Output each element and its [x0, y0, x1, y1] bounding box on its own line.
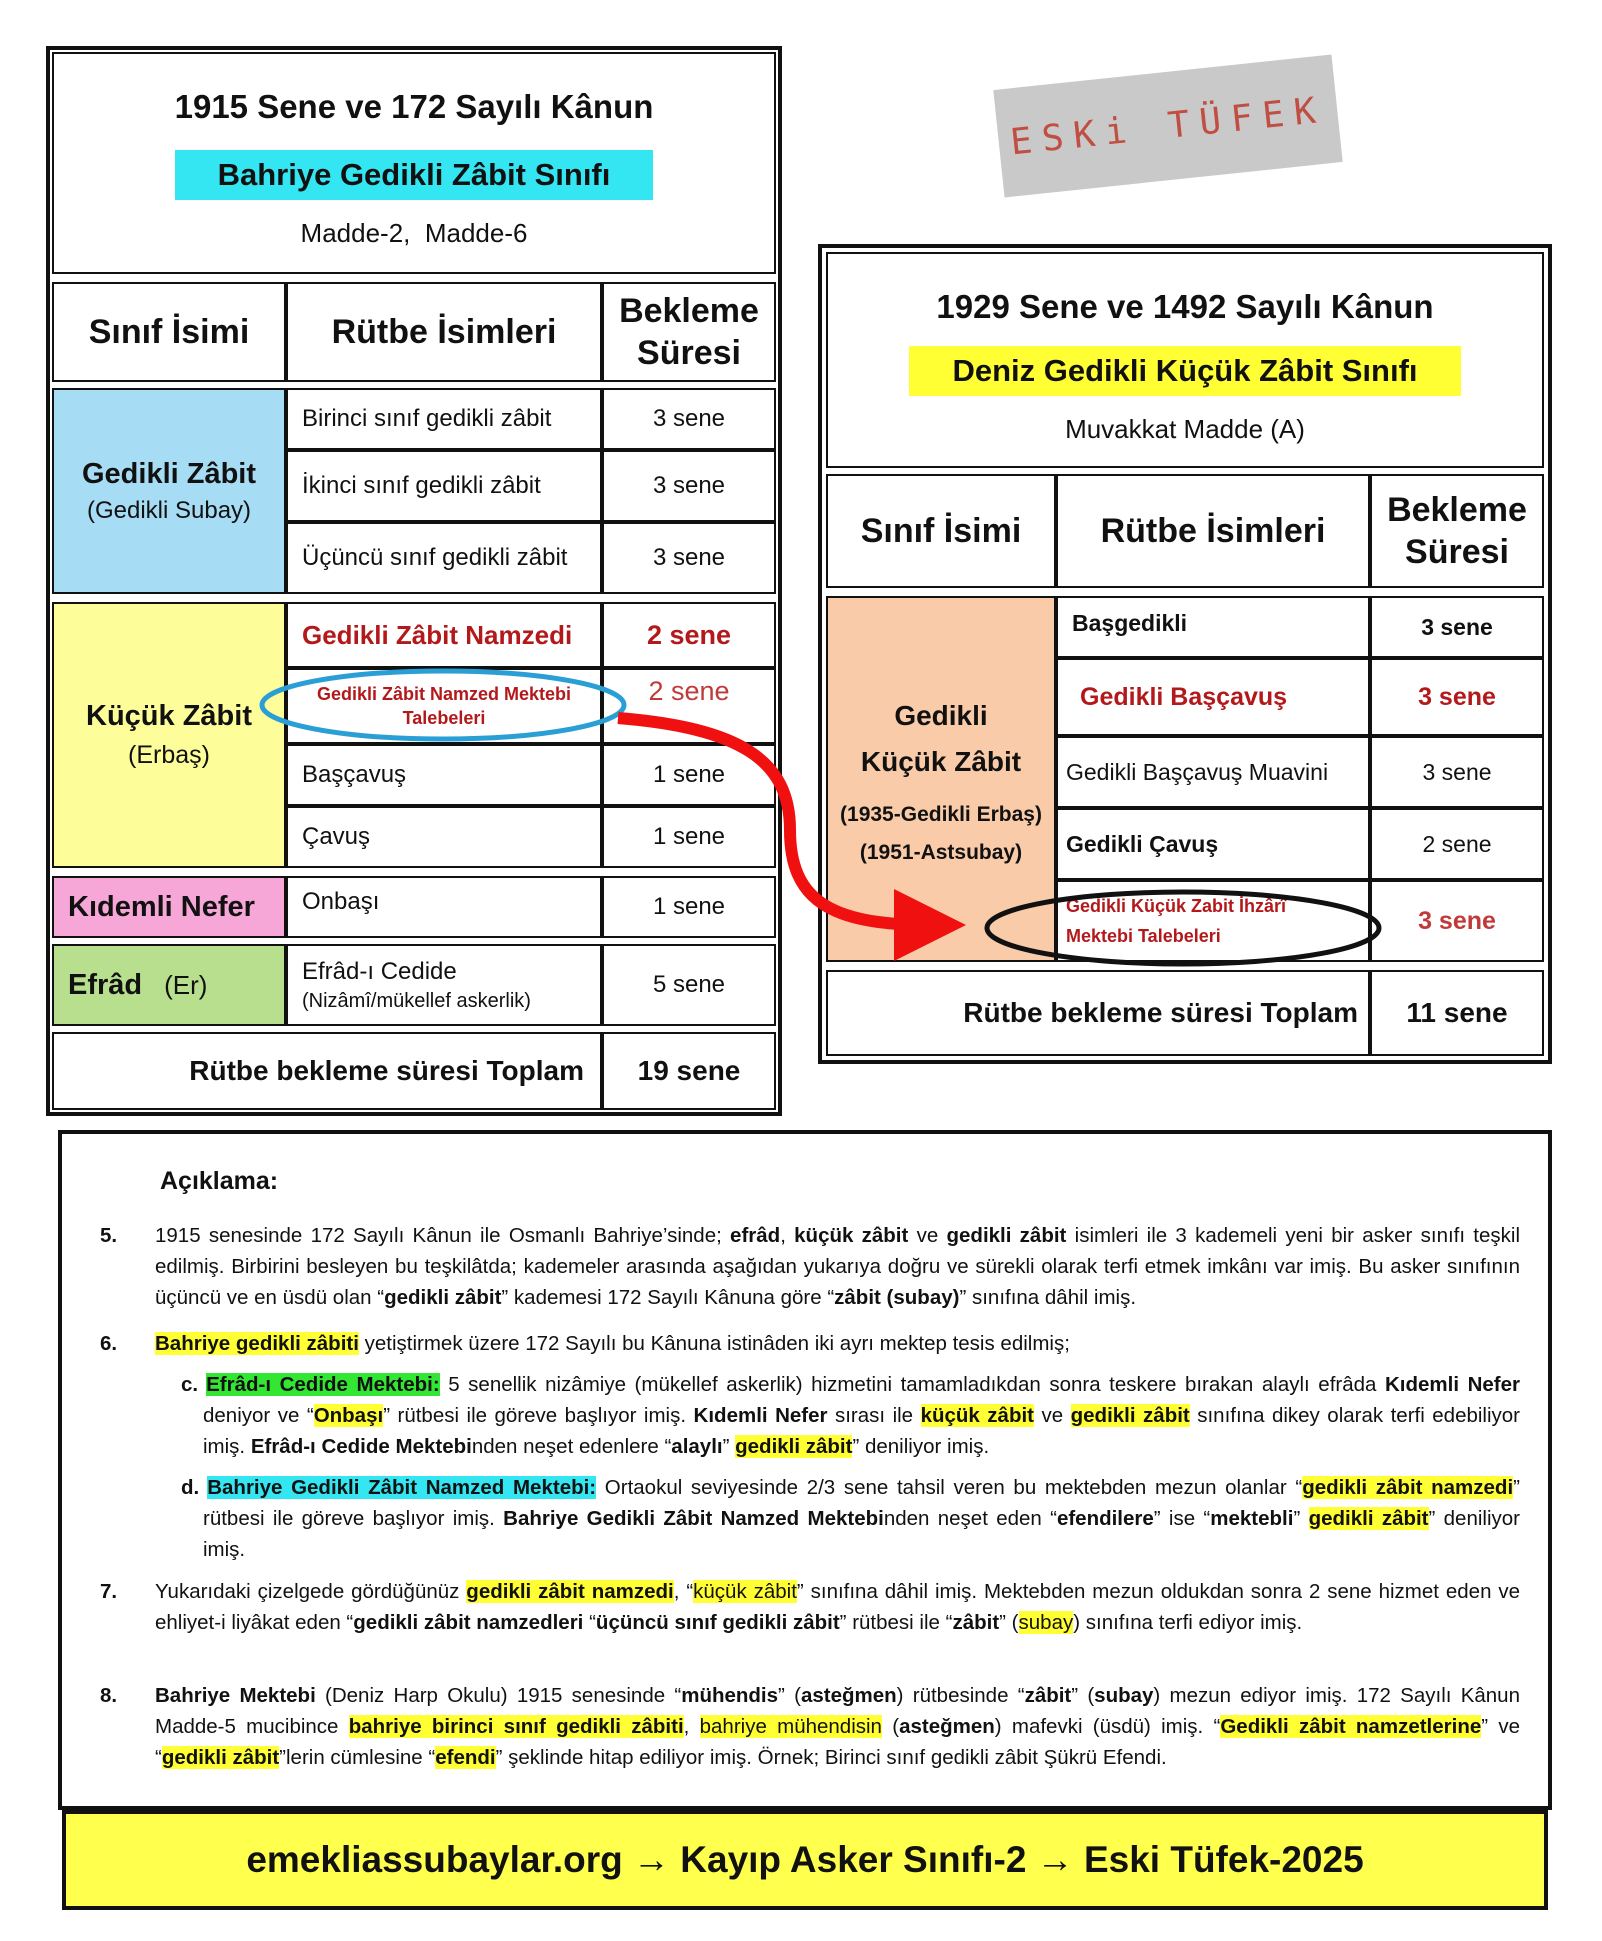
left-table-subtitle: Bahriye Gedikli Zâbit Sınıfı [175, 150, 653, 200]
right-rank-2: Gedikli Başçavuş [1056, 658, 1370, 736]
right-header-class: Sınıf İsimi [826, 474, 1056, 588]
paragraph-7: 7. Yukarıdaki çizelgede gördüğünüz gedikli zâbit namzedi, “küçük zâbit” sınıfına dâhil imiş. Mektebden mezun oldukdan sonra 2 sene hizmet eden ve ehliyet-i liyâkat eden “gedikli zâbit namzedleri “üçüncü sınıf gedikli zâbit” rütbesi ile “zâbit” (subay) sınıfına terfi ediyor imiş. [100, 1580, 1521, 1634]
red-arrow [618, 718, 930, 925]
left-table-title: 1915 Sene ve 172 Sayılı Kânun [174, 88, 654, 125]
left-wait-1: 3 sene [602, 388, 776, 450]
right-wait-1: 3 sene [1370, 596, 1544, 658]
paragraph-6: 6. Bahriye gedikli zâbiti yetiştirmek üzere 172 Sayılı bu Kânuna istinâden iki ayrı mektep tesis edilmiş; [100, 1332, 1070, 1355]
left-rank-7: Çavuş [286, 806, 602, 868]
left-wait-3: 3 sene [602, 522, 776, 594]
right-wait-2: 3 sene [1370, 658, 1544, 736]
left-header-wait: Bekleme Süresi [602, 282, 776, 382]
right-header-wait: Bekleme Süresi [1370, 474, 1544, 588]
left-wait-2: 3 sene [602, 450, 776, 522]
left-header-class: Sınıf İsimi [52, 282, 286, 382]
left-wait-4: 2 sene [602, 602, 776, 668]
right-rank-5: Gedikli Küçük Zabit İhzârî Mektebi Talebeleri [1056, 880, 1370, 962]
paragraph-6d: d. Bahriye Gedikli Zâbit Namzed Mektebi: Ortaokul seviyesinde 2/3 sene tahsil veren bu mektebden mezun olanlar “gedikli zâbit namzedi” rütbesi ile göreve başlıyor imiş. Bahriye Gedikli Zâbit Namzed Mektebinden neşet eden “efendilere” ise “mektebli” gedikli zâbit” deniliyor imiş. [181, 1476, 1520, 1561]
explanation-heading: Açıklama: [160, 1167, 279, 1195]
left-group-efrad: Efrâd (Er) [52, 944, 286, 1026]
left-wait-8: 1 sene [602, 876, 776, 938]
left-wait-9: 5 sene [602, 944, 776, 1026]
paragraph-6c: c. Efrâd-ı Cedide Mektebi: 5 senellik nizâmiye (mükellef askerlik) hizmetini tamamladıkdan sonra teskere bırakan alaylı efrâda Kıdemli Nefer deniyor ve “Onbaşı” rütbesi ile göreve başlıyor imiş. Kıdemli Nefer sırası ile küçük zâbit ve gedikli zâbit sınıfına dikey olarak terfi edebiliyor imiş. Efrâd-ı Cedide Mektebinden neşet edenlere “alaylı” gedikli zâbit” deniliyor imiş. [181, 1373, 1521, 1458]
left-group-kucuk-zabit: Küçük Zâbit (Erbaş) [52, 602, 286, 868]
left-group-gedikli-zabit: Gedikli Zâbit (Gedikli Subay) [52, 388, 286, 594]
left-wait-5: 2 sene [602, 668, 776, 744]
right-total-value: 11 sene [1370, 970, 1544, 1056]
right-rank-3: Gedikli Başçavuş Muavini [1056, 736, 1370, 808]
right-wait-3: 3 sene [1370, 736, 1544, 808]
left-table-articles: Madde-2, Madde-6 [300, 218, 528, 248]
blue-ellipse [262, 671, 624, 739]
left-rank-9: Efrâd-ı Cedide (Nizâmî/mükellef askerlik) [286, 944, 602, 1026]
left-total-value: 19 sene [602, 1032, 776, 1110]
left-header-rank: Rütbe İsimleri [286, 282, 602, 382]
left-rank-8: Onbaşı [286, 876, 602, 938]
footer-banner [62, 1810, 1548, 1910]
right-header-rank: Rütbe İsimleri [1056, 474, 1370, 588]
right-table-articles: Muvakkat Madde (A) [1065, 414, 1305, 444]
left-rank-3: Üçüncü sınıf gedikli zâbit [286, 522, 602, 594]
left-rank-4: Gedikli Zâbit Namzedi [286, 602, 602, 668]
right-table-title: 1929 Sene ve 1492 Sayılı Kânun [936, 288, 1434, 325]
right-wait-5: 3 sene [1370, 880, 1544, 962]
left-rank-2: İkinci sınıf gedikli zâbit [286, 450, 602, 522]
left-wait-7: 1 sene [602, 806, 776, 868]
paragraph-5: 5. 1915 senesinde 172 Sayılı Kânun ile Osmanlı Bahriye’sinde; efrâd, küçük zâbit ve gedikli zâbit isimleri ile 3 kademeli yeni bir asker sınıfı teşkil edilmiş. Birbirini besleyen bu teşkilâtda; kademeler arasında aşağıdan yukarıya doğru ve sürekli olarak terfi etmek imkânı var imiş. Bu asker sınıfının üçüncü ve en üsdü olan “gedikli zâbit” kademesi 172 Sayılı Kânuna göre “zâbit (subay)” sınıfına dâhil imiş. [100, 1224, 1521, 1309]
left-total-label: Rütbe bekleme süresi Toplam [52, 1032, 602, 1110]
black-ellipse [987, 892, 1379, 964]
right-total-label: Rütbe bekleme süresi Toplam [826, 970, 1370, 1056]
left-wait-6: 1 sene [602, 744, 776, 806]
eski-tufek-stamp: ESKi TÜFEK [993, 55, 1342, 198]
paragraph-8: 8. Bahriye Mektebi (Deniz Harp Okulu) 1915 senesinde “mühendis” (asteğmen) rütbesinde “zâbit” (subay) mezun ediyor imiş. 172 Sayılı Kânun Madde-5 mucibince bahriye birinci sınıf gedikli zâbiti, bahriye mühendisin (asteğmen) mafevki (üsdü) imiş. “Gedikli zâbit namzetlerine” ve “gedikli zâbit”lerin cümlesine “efendi” şeklinde hitap ediliyor imiş. Örnek; Birinci sınıf gedikli zâbit Şükrü Efendi. [100, 1684, 1520, 1769]
right-rank-1: Başgedikli [1056, 596, 1370, 658]
left-rank-1: Birinci sınıf gedikli zâbit [286, 388, 602, 450]
footer-text: emekliassubaylar.org → Kayıp Asker Sınıfı-2 → Eski Tüfek-2025 [246, 1839, 1364, 1880]
right-wait-4: 2 sene [1370, 808, 1544, 880]
left-rank-6: Başçavuş [286, 744, 602, 806]
right-rank-4: Gedikli Çavuş [1056, 808, 1370, 880]
right-table-subtitle: Deniz Gedikli Küçük Zâbit Sınıfı [909, 346, 1461, 396]
right-group-gedikli-kucuk-zabit: Gedikli Küçük Zâbit (1935-Gedikli Erbaş) (1951-Astsubay) [826, 596, 1056, 962]
left-group-kidemli-nefer: Kıdemli Nefer [52, 876, 286, 938]
left-rank-5: Gedikli Zâbit Namzed Mektebi Talebeleri [286, 668, 602, 744]
